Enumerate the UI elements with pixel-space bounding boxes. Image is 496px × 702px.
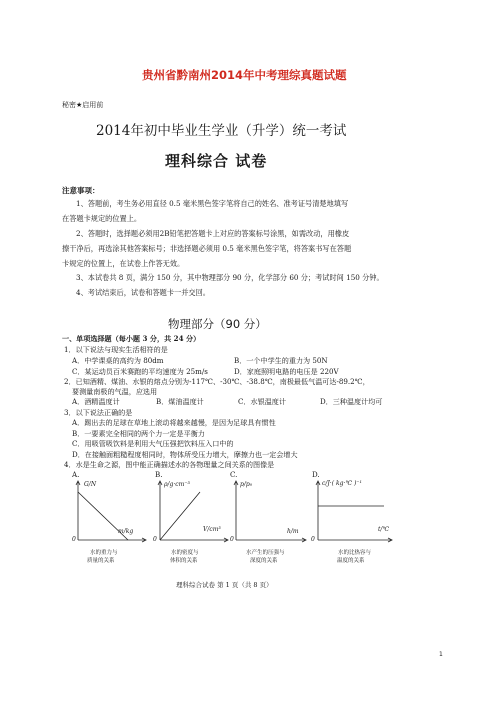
- q3-option-a: A．踢出去的足球在草地上滚动将越来越慢，是因为足球具有惯性: [72, 418, 276, 427]
- q2-stem: 2．已知酒精、煤油、水银的熔点分别为-117℃、-30℃、-38.8℃，南极最低气温可达-89.2℃，: [64, 377, 370, 386]
- q1-option-b: B．一个中学生的重力为 50N: [234, 356, 328, 365]
- graph-a-caption-2: 质量的关系: [87, 558, 115, 564]
- graph-b: [152, 478, 232, 548]
- subject-title: 理科综合 试卷: [165, 152, 268, 170]
- q4-stem: 4．水是生命之源，图中能正确描述水的各物理量之间关系的图像是: [64, 460, 275, 469]
- notes-heading: 注意事项：: [62, 186, 100, 195]
- note-line-3: 2、答题时，选择题必须用2B铅笔把答题卡上对应的答案标号涂黑，如需改动，用橡皮: [76, 229, 350, 238]
- q2-option-d: D．三种温度计均可: [320, 397, 383, 406]
- graph-b-origin: 0: [153, 536, 157, 543]
- graph-b-xlabel: V/cm³: [203, 526, 221, 533]
- page-title: 贵州省黔南州2014年中考理综真题试题: [142, 68, 347, 82]
- graph-b-label: B.: [155, 470, 163, 479]
- graph-a-ylabel: G/N: [84, 481, 97, 488]
- graph-d-caption-2: 温度的关系: [337, 558, 365, 564]
- q3-option-d: D．在接触面粗糙程度相同时，物体所受压力增大，摩擦力也一定会增大: [72, 450, 298, 459]
- page-footer: 理科综合试卷 第 1 页（共 8 页）: [176, 581, 273, 589]
- graph-a-origin: 0: [72, 536, 76, 543]
- note-line-1: 1、答题前，考生务必用直径 0.5 毫米黑色签字笔将自己的姓名、准考证号清楚地填写: [76, 199, 349, 208]
- physics-title: 物理部分（90 分）: [168, 317, 267, 331]
- q3-stem: 3．以下说法正确的是: [64, 408, 133, 417]
- q2-option-a: A．酒精温度计: [72, 397, 120, 406]
- graph-c-label: C.: [230, 470, 238, 479]
- graph-d-ylabel: c/J·( kg·℃ )⁻¹: [322, 480, 362, 487]
- note-line-2: 在答题卡规定的位置上。: [62, 214, 142, 223]
- q1-stem: 1．以下说法与现实生活相符的是: [64, 345, 168, 354]
- graph-b-caption-2: 体积的关系: [170, 558, 198, 564]
- q3-option-c: C．用吸管吸饮料是利用大气压强把饮料压入口中的: [72, 439, 234, 448]
- graph-c: [228, 478, 310, 548]
- page-number: 1: [439, 651, 443, 658]
- graph-b-caption-1: 水的密度与: [171, 550, 199, 556]
- graph-a-xlabel: m/kg: [118, 528, 134, 535]
- note-line-7: 4、考试结束后，试卷和答题卡一并交回。: [76, 288, 210, 297]
- graph-c-xlabel: h/m: [287, 528, 299, 535]
- graph-c-origin: 0: [230, 536, 234, 543]
- graph-a: [70, 478, 150, 548]
- note-line-5: 卡规定的位置上，在试卷上作答无效。: [62, 259, 185, 268]
- section-heading: 一、单项选择题（每小题 3 分，共 24 分）: [62, 334, 201, 343]
- q1-option-d: D．家庭照明电路的电压是 220V: [234, 367, 339, 376]
- graph-c-ylabel: p/p₀: [240, 481, 253, 488]
- q1-option-a: A．中学课桌的高约为 80dm: [72, 356, 164, 365]
- q2-option-b: B．煤油温度计: [156, 397, 204, 406]
- q2-option-c: C．水银温度计: [238, 397, 286, 406]
- graph-b-ylabel: ρ/g·cm⁻³: [164, 481, 190, 488]
- graph-d-xlabel: t/℃: [378, 526, 390, 533]
- graph-c-caption-2: 深度的关系: [250, 558, 278, 564]
- graph-d-caption-1: 水的比热容与: [338, 550, 372, 556]
- q3-option-b: B．一要素完全相同的两个力一定是平衡力: [72, 429, 205, 438]
- q1-option-c: C．某运动员百米赛跑的平均速度为 25m/s: [72, 367, 208, 376]
- graph-b-line: [160, 492, 200, 540]
- graph-a-caption-1: 水的重力与: [90, 550, 118, 556]
- graph-d-origin: 0: [311, 536, 315, 543]
- graph-d-label: D.: [312, 470, 320, 479]
- note-line-4: 擦干净后，再选涂其他答案标号；非选择题必须用 0.5 毫米黑色签字笔，将答案书写在答题: [62, 244, 352, 253]
- secret-label: 秘密★启用前: [62, 101, 104, 109]
- note-line-6: 3、本试卷共 8 页，满分 150 分，其中物理部分 90 分，化学部分 60 分；考试时间 150 分钟。: [76, 273, 384, 282]
- graph-d: [310, 478, 396, 548]
- graph-c-caption-1: 水产生的压强与: [246, 550, 285, 556]
- exam-name: 2014年初中毕业生学业（升学）统一考试: [96, 123, 347, 139]
- graph-a-label: A.: [72, 470, 80, 479]
- q2-stem-2: 要测量南极的气温，应选用: [72, 387, 158, 396]
